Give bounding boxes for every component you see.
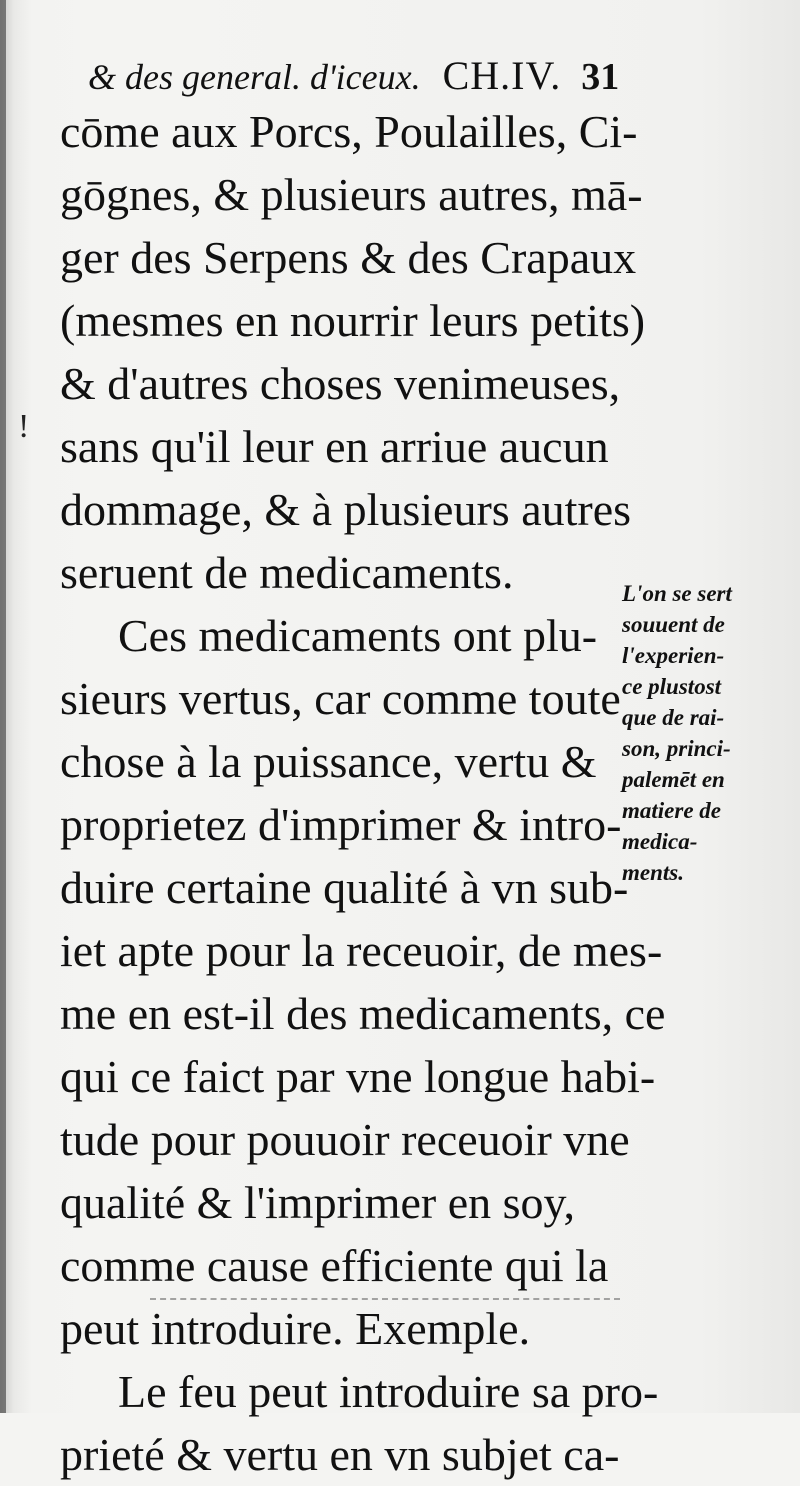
text-line: peut introduire. Exemple. [60, 1303, 531, 1354]
text-line: duire certaine qualité à vn sub- [60, 862, 629, 913]
text-line: ger des Serpens & des Crapaux [60, 232, 637, 283]
page-number: 31 [581, 56, 620, 98]
marginal-note-line: son, princi- [622, 736, 731, 761]
running-head-title: & des general. d'iceux. [88, 57, 421, 97]
margin-mark: ! [18, 408, 30, 445]
marginal-note-line: medica- [622, 829, 698, 854]
text-line: iet apte pour la receuoir, de mes- [60, 925, 663, 976]
text-line: seruent de medicaments. [60, 547, 514, 598]
marginal-note-line: palemēt en [622, 767, 725, 792]
marginal-note-line: L'on se sert [622, 581, 732, 606]
text-line: tude pour pouuoir receuoir vne [60, 1114, 630, 1165]
text-line: gōgnes, & plusieurs autres, mā- [60, 169, 643, 220]
text-line: & d'autres choses venimeuses, [60, 358, 621, 409]
chapter-label: CH.IV. [442, 53, 562, 98]
page-gutter-shadow [0, 0, 6, 1413]
text-line: Ces medicaments ont plu- [118, 610, 598, 661]
text-line: (mesmes en nourrir leurs petits) [60, 295, 646, 346]
text-line: Le feu peut introduire sa pro- [118, 1366, 659, 1417]
text-line: qui ce faict par vne longue habi- [60, 1051, 656, 1102]
marginal-note-line: ce plustost [622, 674, 722, 699]
marginal-note-line: ments. [622, 860, 684, 885]
text-line: sans qu'il leur en arriue aucun [60, 421, 609, 472]
bottom-rule [150, 1298, 620, 1300]
text-line: chose à la puissance, vertu & [60, 736, 597, 787]
marginal-note-line: l'experien- [622, 643, 725, 668]
text-line: prieté & vertu en vn subjet ca- [60, 1429, 620, 1480]
marginal-note [622, 578, 792, 888]
text-line: sieurs vertus, car comme toute [60, 673, 621, 724]
text-line: me en est-il des medicaments, ce [60, 988, 666, 1039]
text-line: proprietez d'imprimer & intro- [60, 799, 622, 850]
body-text [60, 100, 666, 1486]
text-line: dommage, & à plusieurs autres [60, 484, 632, 535]
text-line: qualité & l'imprimer en soy, [60, 1177, 576, 1228]
marginal-note-line: que de rai- [622, 705, 725, 730]
marginal-note-line: souuent de [622, 612, 725, 637]
text-line: cōme aux Porcs, Poulailles, Ci- [60, 106, 638, 157]
text-line: comme cause efficiente qui la [60, 1240, 609, 1291]
running-head [88, 52, 648, 102]
marginal-note-line: matiere de [622, 798, 721, 823]
